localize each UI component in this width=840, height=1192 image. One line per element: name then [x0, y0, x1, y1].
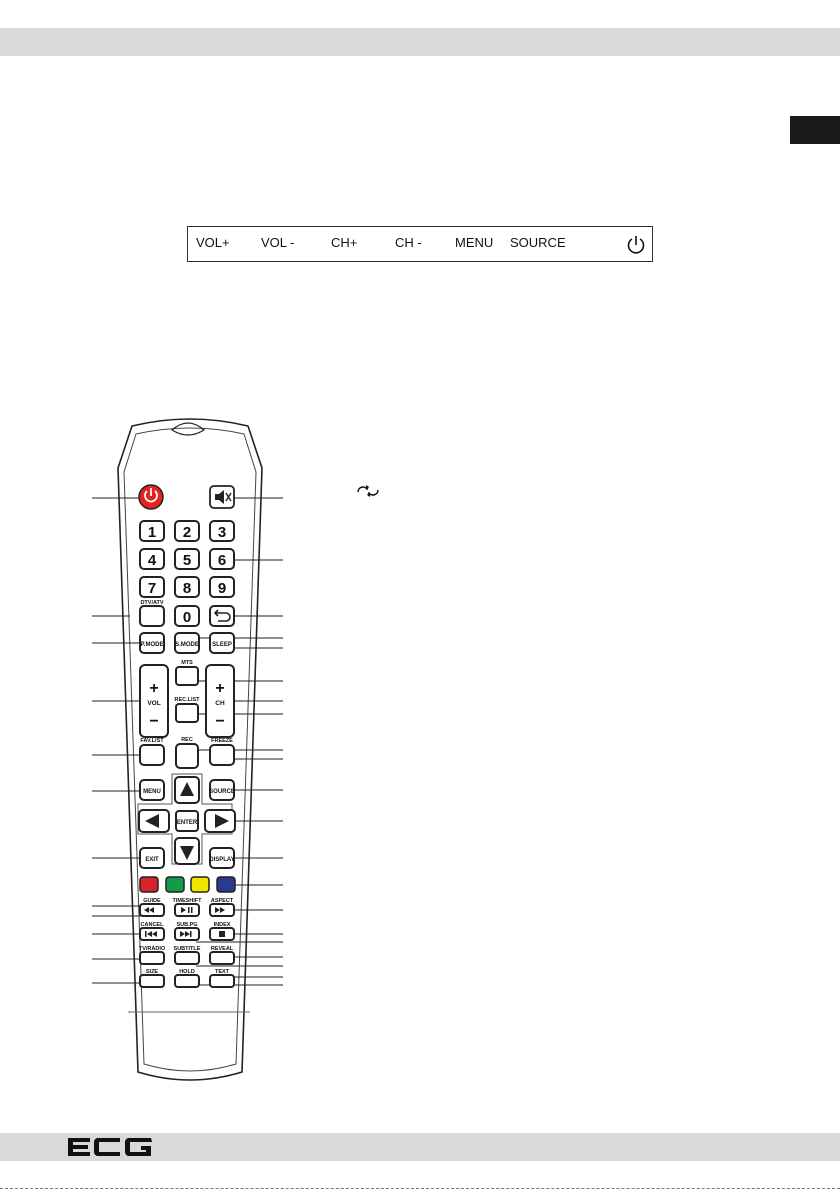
digit-1: 1 [147, 524, 157, 541]
ecg-logo [66, 1136, 156, 1158]
guide-label: GUIDE [143, 898, 161, 904]
mts-label: MTS [181, 660, 193, 666]
enter-label: ENTER [176, 820, 198, 826]
size-label: SIZE [145, 969, 159, 975]
digit-0: 0 [182, 609, 192, 626]
sleep-label: SLEEP [212, 642, 232, 648]
panel-ch-minus-label: CH - [395, 235, 422, 250]
green-key [166, 877, 184, 892]
freeze-label: FREEZE [211, 738, 233, 744]
subtitle-label: SUBTITLE [173, 946, 201, 952]
svg-text:−: − [149, 713, 159, 730]
cancel-label: CANCEL [140, 922, 164, 928]
sub-pg-label: SUB.PG [176, 922, 198, 928]
source-label: SOURCE [209, 789, 235, 795]
yellow-key [191, 877, 209, 892]
vol-label: VOL [147, 700, 161, 707]
panel-vol-plus-label: VOL+ [196, 235, 230, 250]
svg-text:−: − [215, 713, 225, 730]
digit-8: 8 [182, 580, 192, 597]
svg-text:+: + [215, 680, 225, 697]
menu-label: MENU [143, 789, 161, 795]
page-edge-line [0, 1188, 840, 1189]
digit-3: 3 [217, 524, 227, 541]
hold-label: HOLD [179, 969, 195, 975]
ch-label: CH [215, 700, 225, 707]
digit-5: 5 [182, 552, 192, 569]
p-mode-label: P.MODE [140, 642, 164, 648]
mts-button [176, 667, 198, 685]
digit-6: 6 [217, 552, 227, 569]
panel-source-label: SOURCE [510, 235, 566, 250]
digit-4: 4 [147, 552, 157, 569]
panel-vol-minus-label: VOL - [261, 235, 295, 250]
svg-text:+: + [149, 680, 159, 697]
timeshift-label: TIMESHIFT [172, 898, 202, 904]
recall-icon-legend [358, 487, 378, 495]
fav-list-label: FAV.LIST [140, 738, 164, 744]
panel-ch-plus-label: CH+ [331, 235, 358, 250]
panel-menu-label: MENU [455, 235, 494, 250]
s-mode-label: S.MODE [175, 642, 199, 648]
tv-radio-label: TV/RADIO [138, 946, 166, 952]
text-label: TEXT [214, 969, 230, 975]
index-label: INDEX [213, 922, 231, 928]
stop-icon [219, 931, 225, 937]
digit-2: 2 [182, 524, 192, 541]
blue-key [217, 877, 235, 892]
rec-list-label: REC.LIST [174, 697, 200, 703]
red-key [140, 877, 158, 892]
rec-list-button [176, 704, 198, 722]
rec-label: REC [181, 737, 193, 743]
display-label: DISPLAY [209, 857, 235, 863]
dtv-atv-label: DTV/ATV [140, 600, 164, 606]
aspect-label: ASPECT [210, 898, 234, 904]
digit-7: 7 [147, 580, 157, 597]
reveal-label: REVEAL [210, 946, 234, 952]
digit-9: 9 [217, 580, 227, 597]
exit-label: EXIT [145, 857, 159, 863]
